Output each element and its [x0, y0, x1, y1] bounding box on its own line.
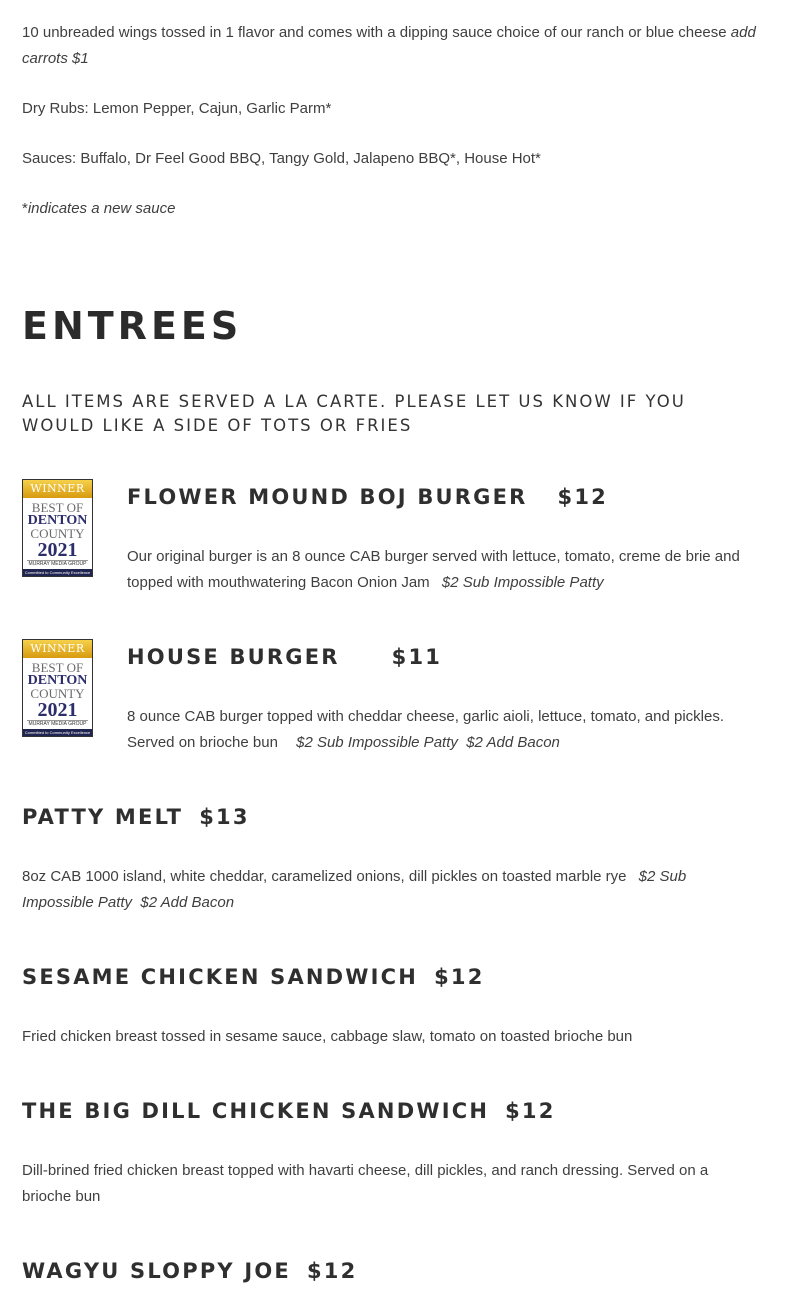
- menu-item-price: $13: [199, 805, 250, 829]
- menu-item-price: $12: [434, 965, 485, 989]
- menu-item-price: $12: [306, 1259, 358, 1283]
- menu-item-price: $11: [391, 645, 443, 669]
- menu-item-description: 8 ounce CAB burger topped with cheddar cheese, garlic aioli, lettuce, tomato, and pickles. Served on brioche bun $2 Sub Impossible Patty $2 Add Bacon: [127, 708, 725, 751]
- menu-item-title: HOUSE BURGER $11: [127, 642, 442, 672]
- menu-item-description: Fried chicken breast tossed in sesame sauce, cabbage slaw, tomato on toasted brioche bun: [22, 1028, 633, 1045]
- menu-item-title: PATTY MELT $13: [22, 802, 250, 832]
- best-of-denton-badge: WINNER BEST OF DENTON COUNTY 2021 MURRAY MEDIA GROUP Committed to Community Excellence: [22, 479, 93, 577]
- menu-item-description: Our original burger is an 8 ounce CAB burger served with lettuce, tomato, creme de brie and topped with mouthwatering Bacon Onion Jam $2 Sub Impossible Patty: [127, 548, 740, 591]
- menu-item-extras: $2 Sub Impossible Patty: [441, 574, 604, 591]
- menu-item-price: $12: [505, 1099, 556, 1123]
- menu-item-extras: $2 Sub Impossible Patty $2 Add Bacon: [296, 734, 560, 751]
- wings-addon: add carrots $1: [22, 24, 756, 67]
- menu-item-title: SESAME CHICKEN SANDWICH $12: [22, 962, 485, 992]
- wings-description: 10 unbreaded wings tossed in 1 flavor and comes with a dipping sauce choice of our ranch or blue cheese add carrots $1: [22, 24, 756, 67]
- menu-item-description: Dill-brined fried chicken breast topped with havarti cheese, dill pickles, and ranch dressing. Served on a brioche bun: [22, 1162, 709, 1205]
- menu-item-description: 8oz CAB 1000 island, white cheddar, caramelized onions, dill pickles on toasted marble rye $2 Sub Impossible Patty $2 Add Bacon: [22, 868, 691, 911]
- menu-item-title: THE BIG DILL CHICKEN SANDWICH $12: [22, 1096, 556, 1126]
- menu-item-title: FLOWER MOUND BOJ BURGER $12: [127, 482, 608, 512]
- new-sauce-note: *indicates a new sauce: [22, 200, 176, 217]
- menu-item-price: $12: [557, 485, 608, 509]
- menu-item-title: WAGYU SLOPPY JOE $12: [22, 1256, 357, 1286]
- sauces-line: Sauces: Buffalo, Dr Feel Good BBQ, Tangy Gold, Jalapeno BBQ*, House Hot*: [22, 150, 541, 167]
- section-subheading: ALL ITEMS ARE SERVED A LA CARTE. PLEASE LET US KNOW IF YOU WOULD LIKE A SIDE OF TOTS OR FRIES: [22, 392, 686, 435]
- section-heading-entrees: ENTREES: [22, 304, 243, 348]
- menu-item-extras: $2 Sub Impossible Patty $2 Add Bacon: [22, 868, 691, 911]
- dry-rubs-line: Dry Rubs: Lemon Pepper, Cajun, Garlic Parm*: [22, 100, 332, 117]
- best-of-denton-badge: WINNER BEST OF DENTON COUNTY 2021 MURRAY MEDIA GROUP Committed to Community Excellence: [22, 639, 93, 737]
